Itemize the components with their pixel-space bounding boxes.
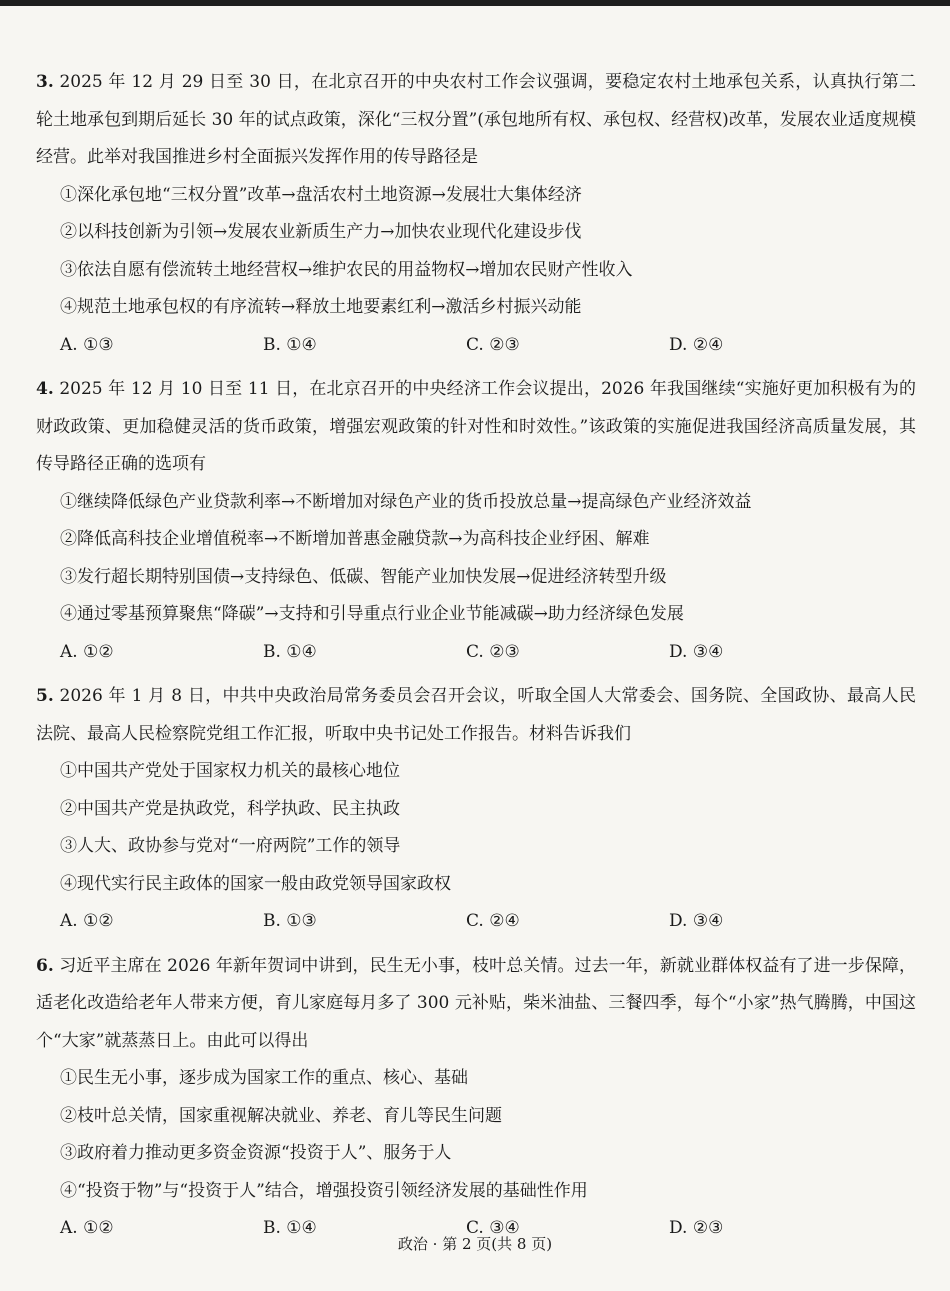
question-stem bbox=[36, 678, 916, 753]
choice-b: B. ①④ bbox=[263, 641, 317, 662]
statement-3: ③政府着力推动更多资金资源“投资于人”、服务于人 bbox=[60, 1143, 452, 1163]
statement-3: ③发行超长期特别国债→支持绿色、低碳、智能产业加快发展→促进经济转型升级 bbox=[60, 566, 667, 587]
answer-choices bbox=[36, 634, 916, 672]
question-number: 4. bbox=[36, 379, 54, 399]
question-number: 6. bbox=[36, 955, 54, 976]
statement-3: ③人大、政协参与党对“一府两院”工作的领导 bbox=[60, 836, 401, 856]
question-stem bbox=[36, 948, 916, 1061]
question-6 bbox=[36, 948, 916, 1248]
choice-c: C. ③④ bbox=[466, 1218, 520, 1238]
question-stem bbox=[36, 64, 916, 177]
choice-d: D. ②③ bbox=[669, 1218, 724, 1238]
question-list bbox=[36, 64, 916, 1255]
choice-b: B. ①③ bbox=[263, 911, 317, 931]
choice-c: C. ②③ bbox=[466, 641, 520, 662]
choice-d: D. ②④ bbox=[669, 334, 724, 355]
statement-1: ①中国共产党处于国家权力机关的最核心地位 bbox=[60, 761, 400, 781]
statement-3: ③依法自愿有偿流转土地经营权→维护农民的用益物权→增加农民财产性收入 bbox=[60, 259, 633, 280]
question-text: 习近平主席在 2026 年新年贺词中讲到，民生无小事，枝叶总关情。过去一年，新就业群体权益有了进一步保障，适老化改造给老年人带来方便，育儿家庭每月多了 300 元补贴，柴米油盐、三餐四季，每个“小家”热气腾腾，中国这个“大家”就蒸蒸日上。由此可以得出 bbox=[36, 955, 916, 1051]
statement-4: ④现代实行民主政体的国家一般由政党领导国家政权 bbox=[60, 873, 451, 894]
question-text: 2026 年 1 月 8 日，中共中央政治局常务委员会召开会议，听取全国人大常委会、国务院、全国政协、最高人民法院、最高人民检察院党组工作汇报，听取中央书记处工作报告。材料告诉我们 bbox=[36, 686, 916, 744]
statement-1: ①深化承包地“三权分置”改革→盘活农村土地资源→发展壮大集体经济 bbox=[60, 184, 582, 205]
question-text: 2025 年 12 月 10 日至 11 日，在北京召开的中央经济工作会议提出，2026 年我国继续“实施好更加积极有为的财政政策、更加稳健灵活的货币政策，增强宏观政策的针对性和时效性。”该政策的实施促进我国经济高质量发展，其传导路径正确的选项有 bbox=[36, 379, 917, 474]
statement-2: ②降低高科技企业增值税率→不断增加普惠金融贷款→为高科技企业纾困、解难 bbox=[60, 529, 650, 549]
scan-top-edge bbox=[0, 0, 950, 6]
answer-choices bbox=[36, 327, 916, 365]
question-stem bbox=[36, 371, 916, 484]
question-number: 5. bbox=[36, 686, 54, 706]
statement-4: ④规范土地承包权的有序流转→释放土地要素红利→激活乡村振兴动能 bbox=[60, 297, 582, 317]
choice-a: A. ①② bbox=[60, 641, 114, 662]
question-number: 3. bbox=[36, 72, 54, 92]
statement-1: ①民生无小事，逐步成为国家工作的重点、核心、基础 bbox=[60, 1068, 468, 1088]
page-footer: 政治 · 第 2 页(共 8 页) bbox=[397, 1235, 553, 1253]
choice-d: D. ③④ bbox=[669, 911, 724, 931]
statement-2: ②枝叶总关情，国家重视解决就业、养老、育儿等民生问题 bbox=[60, 1105, 502, 1126]
question-text: 2025 年 12 月 29 日至 30 日，在北京召开的中央农村工作会议强调，要稳定农村土地承包关系，认真执行第二轮土地承包到期后延长 30 年的试点政策，深化“三权分置”(承包地所有权、承包权、经营权)改革，发展农业适度规模经营。此举对我国推进乡村全面振兴发挥作用的传导路径是 bbox=[36, 72, 917, 167]
choice-d: D. ③④ bbox=[669, 641, 724, 662]
question-5 bbox=[36, 678, 916, 941]
statement-2: ②中国共产党是执政党，科学执政、民主执政 bbox=[60, 798, 400, 819]
statement-1: ①继续降低绿色产业贷款利率→不断增加对绿色产业的货币投放总量→提高绿色产业经济效益 bbox=[60, 491, 752, 512]
statement-4: ④通过零基预算聚焦“降碳”→支持和引导重点行业企业节能减碳→助力经济绿色发展 bbox=[60, 604, 684, 624]
question-4 bbox=[36, 371, 916, 671]
choice-c: C. ②③ bbox=[466, 334, 520, 355]
choice-b: B. ①④ bbox=[263, 1218, 317, 1238]
choice-a: A. ①② bbox=[60, 1218, 114, 1238]
answer-choices bbox=[36, 903, 916, 941]
question-3 bbox=[36, 64, 916, 364]
choice-a: A. ①③ bbox=[60, 334, 114, 355]
statement-2: ②以科技创新为引领→发展农业新质生产力→加快农业现代化建设步伐 bbox=[60, 222, 582, 242]
choice-b: B. ①④ bbox=[263, 334, 317, 355]
choice-a: A. ①② bbox=[60, 911, 114, 931]
choice-c: C. ②④ bbox=[466, 911, 520, 931]
statement-4: ④“投资于物”与“投资于人”结合，增强投资引领经济发展的基础性作用 bbox=[60, 1180, 588, 1201]
